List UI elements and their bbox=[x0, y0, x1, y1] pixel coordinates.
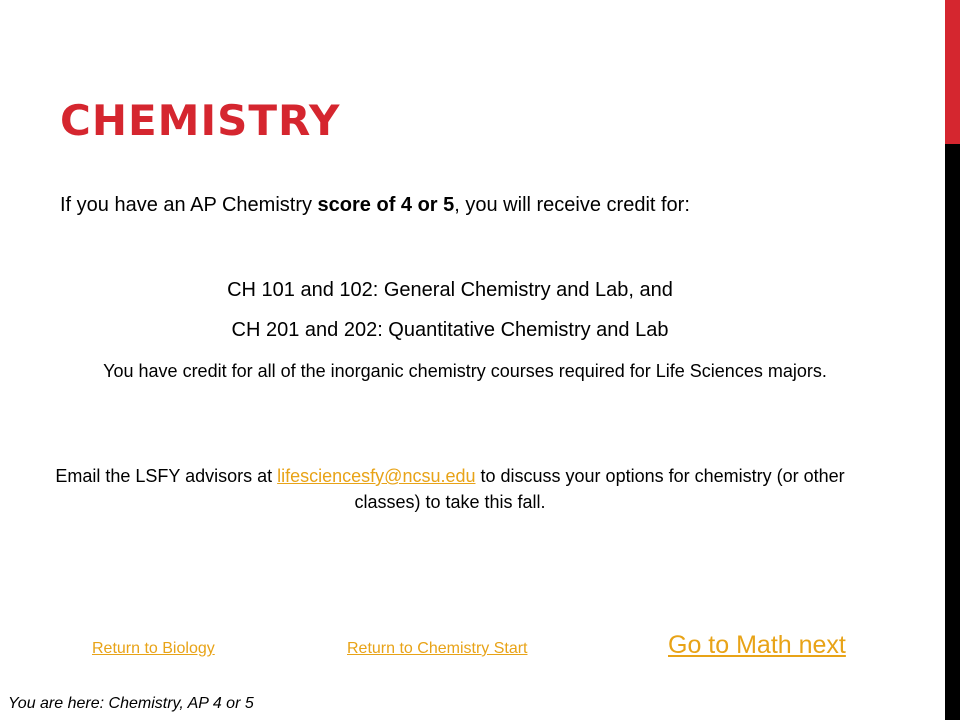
side-accent-bar-red bbox=[945, 0, 960, 144]
page-title: CHEMISTRY bbox=[60, 96, 341, 145]
email-note bbox=[40, 463, 860, 515]
intro-text bbox=[60, 193, 880, 217]
intro-prefix: If you have an AP Chemistry bbox=[60, 194, 318, 216]
breadcrumb: You are here: Chemistry, AP 4 or 5 bbox=[8, 695, 254, 712]
return-to-biology-link[interactable]: Return to Biology bbox=[92, 640, 215, 657]
course-line-2: CH 201 and 202: Quantitative Chemistry and Lab bbox=[231, 319, 669, 341]
credit-note: You have credit for all of the inorganic chemistry courses required for Life Sciences majors. bbox=[103, 361, 827, 381]
advisor-email-link[interactable]: lifesciencesfy@ncsu.edu bbox=[277, 466, 476, 486]
go-to-math-next-link[interactable]: Go to Math next bbox=[668, 631, 846, 659]
email-note-suffix: to discuss your options for chemistry (or other classes) to take this fall. bbox=[354, 466, 845, 512]
course-line-1: CH 101 and 102: General Chemistry and Lab, and bbox=[227, 279, 673, 301]
email-note-prefix: Email the LSFY advisors at bbox=[55, 466, 278, 486]
intro-suffix: , you will receive credit for: bbox=[454, 194, 690, 216]
intro-emphasis: score of 4 or 5 bbox=[317, 194, 455, 216]
return-to-chemistry-start-link[interactable]: Return to Chemistry Start bbox=[347, 640, 528, 657]
side-accent-bar-black bbox=[945, 144, 960, 720]
